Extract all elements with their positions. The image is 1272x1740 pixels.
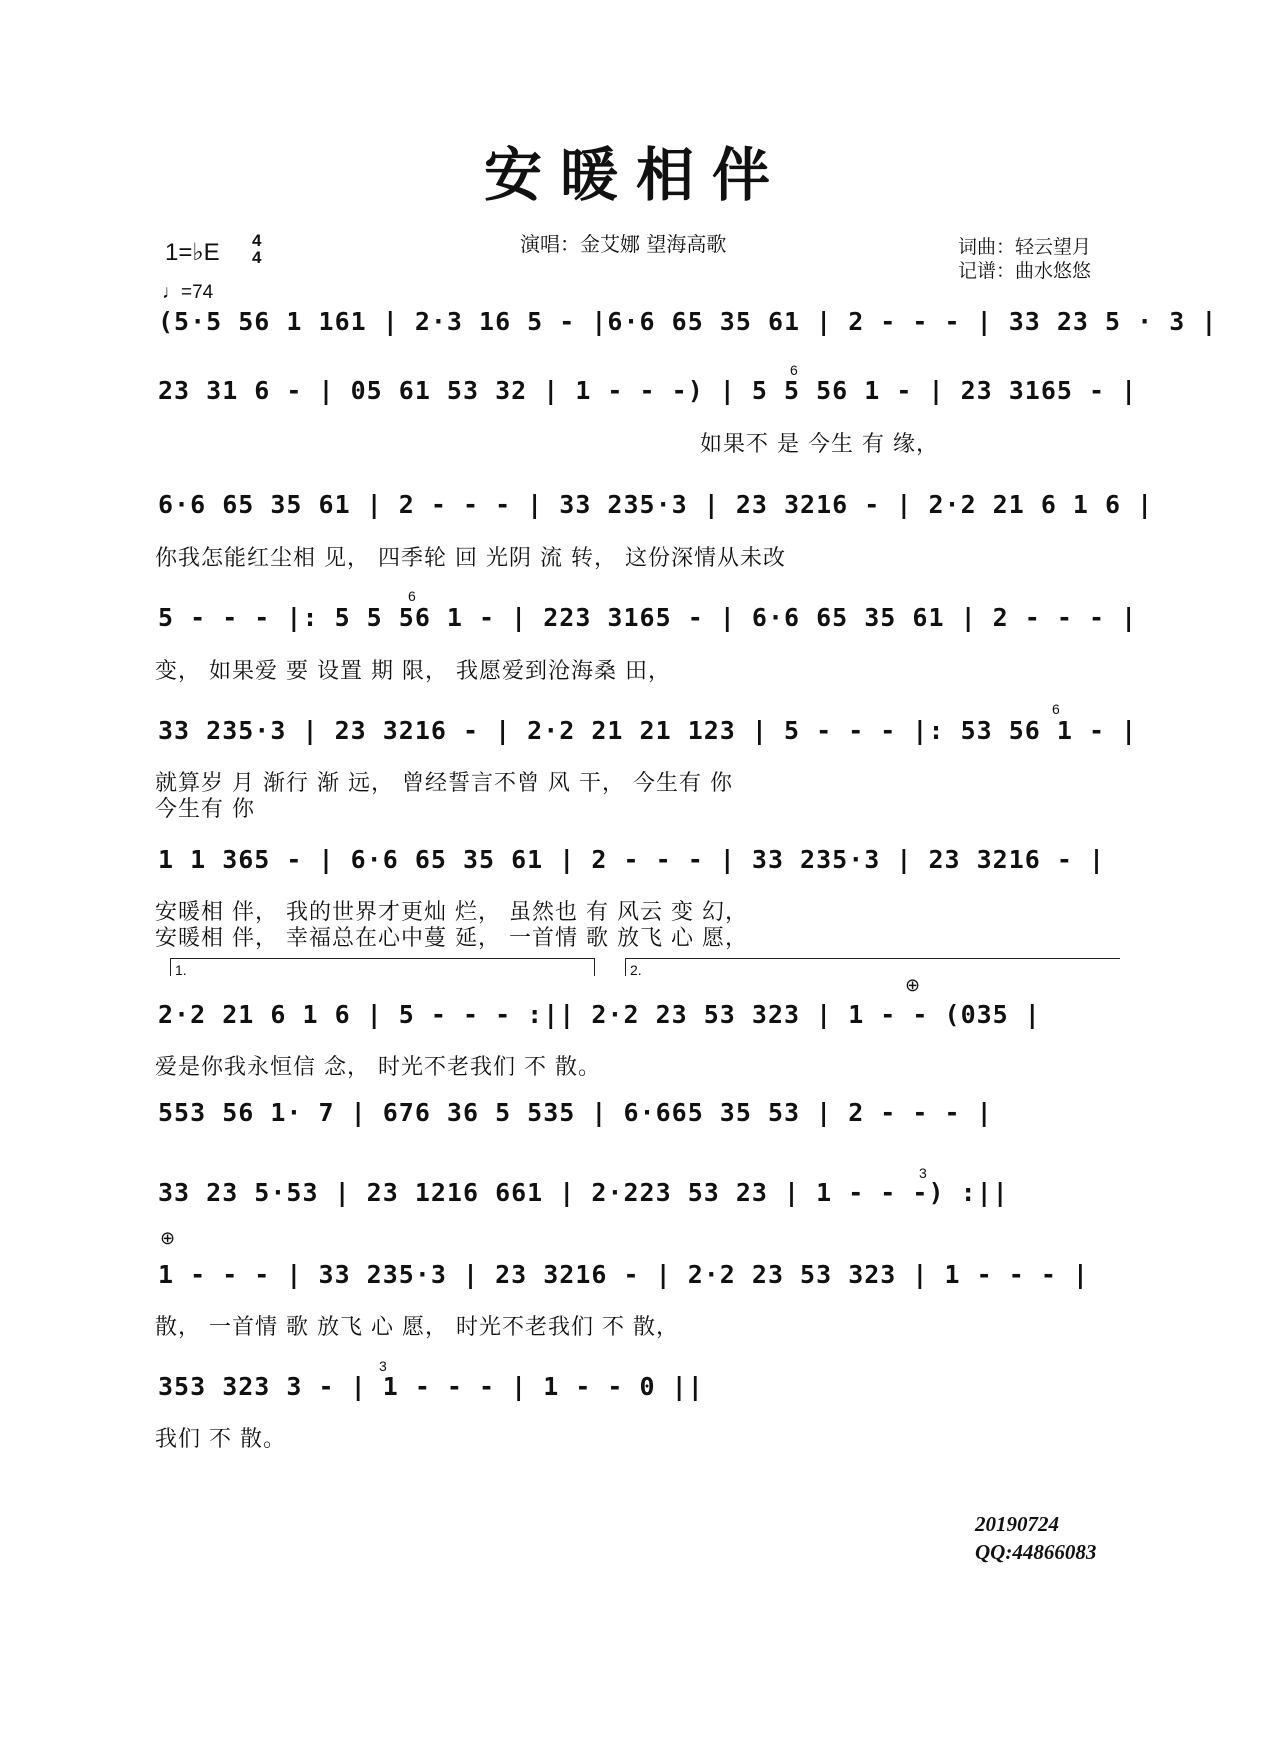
volta-1-label: 1. xyxy=(175,962,187,978)
notation-line-5: 33 235·3 | 23 3216 - | 2·2 21 21 123 | 5 - - - |: 53 56 1 - | xyxy=(158,716,1138,745)
coda-sign: ⊕ xyxy=(160,1228,176,1249)
song-title: 安暖相伴 xyxy=(483,141,788,209)
coda-sign: ⊕ xyxy=(905,975,921,996)
notation-line-11: 353 323 3 - | 1 - - - | 1 - - 0 || xyxy=(158,1372,704,1401)
volta-bracket-2-start xyxy=(625,958,626,976)
notation-line-4: 5 - - - |: 5 5 56 1 - | 223 3165 - | 6·6 65 35 61 | 2 - - - | xyxy=(158,603,1138,632)
date-stamp: 20190724 xyxy=(975,1512,1059,1536)
notation-line-8: 553 56 1· 7 | 676 36 5 535 | 6·665 35 53 | 2 - - - | xyxy=(158,1098,993,1127)
lyric-line-11: 我们 不 散。 xyxy=(155,1427,286,1452)
notation-line-1: (5·5 56 1 161 | 2·3 16 5 - |6·6 65 35 61 | 2 - - - | 33 23 5 · 3 | xyxy=(158,307,1218,336)
notation-line-7: 2·2 21 6 1 6 | 5 - - - :|| 2·2 23 53 323 | 1 - - (035 | xyxy=(158,1000,1041,1029)
time-signature xyxy=(252,232,261,266)
grace-note: 6 xyxy=(408,588,416,604)
notation-line-2: 23 31 6 - | 05 61 53 32 | 1 - - -) | 5 5 56 1 - | 23 3165 - | xyxy=(158,376,1138,405)
grace-note: 6 xyxy=(790,362,798,378)
singer-credit: 演唱：金艾娜 望海高歌 xyxy=(520,232,727,256)
qq-stamp: QQ:44866083 xyxy=(975,1540,1097,1564)
notation-line-9: 33 23 5·53 | 23 1216 661 | 2·223 53 23 | 1 - - -) :|| xyxy=(158,1178,1009,1207)
key-signature: 1=♭E xyxy=(165,239,220,266)
lyric-line-5-verse-2: 今生有 你 xyxy=(155,797,255,822)
volta-2-label: 2. xyxy=(630,962,642,978)
lyric-line-2: 如果不 是 今生 有 缘， xyxy=(700,432,939,457)
time-signature-bottom: 4 xyxy=(252,248,262,267)
lyric-line-7: 爱是你我永恒信 念， 时光不老我们 不 散。 xyxy=(155,1055,601,1080)
volta-bracket-2 xyxy=(625,958,1120,959)
grace-note: 3 xyxy=(919,1165,927,1181)
lyric-line-6-verse-1: 安暖相 伴， 我的世界才更灿 烂， 虽然也 有 风云 变 幻， xyxy=(155,900,748,925)
notation-line-10: 1 - - - | 33 235·3 | 23 3216 - | 2·2 23 53 323 | 1 - - - | xyxy=(158,1260,1089,1289)
lyric-line-3: 你我怎能红尘相 见， 四季轮 回 光阴 流 转， 这份深情从未改 xyxy=(155,546,786,571)
volta-bracket-1-end xyxy=(594,958,595,976)
lyric-line-5-verse-1: 就算岁 月 渐行 渐 远， 曾经誓言不曾 风 干， 今生有 你 xyxy=(155,771,733,796)
lyric-line-4: 变， 如果爱 要 设置 期 限， 我愿爱到沧海桑 田， xyxy=(155,659,671,684)
lyric-line-6-verse-2: 安暖相 伴， 幸福总在心中蔓 延， 一首情 歌 放飞 心 愿， xyxy=(155,926,748,951)
grace-note: 3 xyxy=(379,1358,387,1374)
transcriber-credit: 记谱：曲水悠悠 xyxy=(958,260,1092,282)
time-signature-top: 4 xyxy=(252,231,262,250)
volta-bracket-1-start xyxy=(170,958,171,976)
lyric-line-10: 散， 一首情 歌 放飞 心 愿， 时光不老我们 不 散， xyxy=(155,1315,679,1340)
notation-line-3: 6·6 65 35 61 | 2 - - - | 33 235·3 | 23 3216 - | 2·2 21 6 1 6 | xyxy=(158,490,1154,519)
tempo-marking: ♩=74 xyxy=(162,282,214,303)
notation-line-6: 1 1 365 - | 6·6 65 35 61 | 2 - - - | 33 235·3 | 23 3216 - | xyxy=(158,845,1106,874)
lyricist-composer-credit: 词曲：轻云望月 xyxy=(958,236,1092,258)
volta-bracket-1 xyxy=(170,958,594,959)
grace-note: 6 xyxy=(1052,701,1060,717)
